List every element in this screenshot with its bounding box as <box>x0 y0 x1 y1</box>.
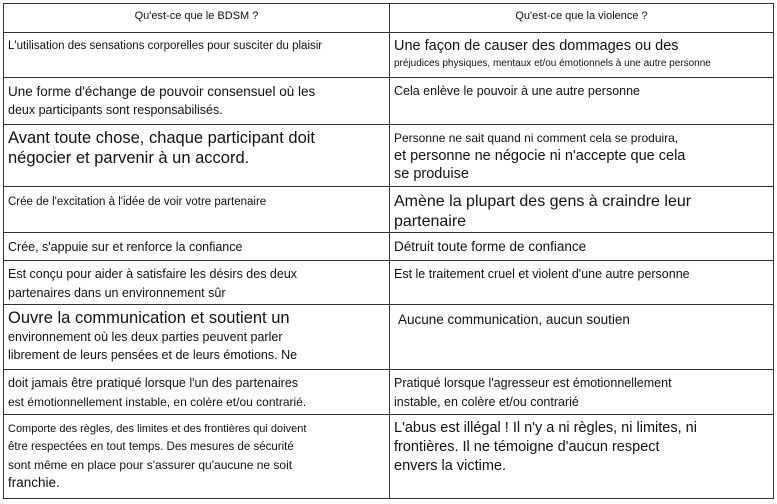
cell-text: Amène la plupart des gens à craindre leur <box>394 193 692 210</box>
cell-text: frontières. Il ne témoigne d'aucun respect <box>394 439 660 455</box>
cell-text: préjudices physiques, mentaux et/ou émotionnels à une autre personne <box>394 58 711 69</box>
cell-violence-4 <box>390 187 773 232</box>
cell-violence-9 <box>390 415 773 498</box>
cell-violence-8 <box>390 370 773 414</box>
cell-text: est émotionnellement instable, en colère et/ou contrarié. <box>8 395 307 409</box>
cell-text: Est conçu pour aider à satisfaire les désirs des deux <box>8 267 298 281</box>
cell-text: Avant toute chose, chaque participant doit <box>8 129 315 147</box>
cell-text: Crée, s'appuie sur et renforce la confiance <box>8 240 243 254</box>
cell-bdsm-6 <box>4 261 389 304</box>
cell-text: Personne ne sait quand ni comment cela se produira, <box>394 131 679 145</box>
cell-bdsm-1 <box>4 33 389 77</box>
cell-bdsm-3 <box>4 125 389 186</box>
comparison-table <box>3 3 774 499</box>
cell-text: Aucune communication, aucun soutien <box>398 312 630 327</box>
cell-violence-7 <box>390 305 773 369</box>
cell-text: instable, en colère et/ou contrarié <box>394 395 579 409</box>
cell-text: sont même en place pour s'assurer qu'aucune ne soit <box>8 458 293 472</box>
cell-violence-1 <box>390 33 773 77</box>
cell-text: Crée de l'excitation à l'idée de voir votre partenaire <box>8 196 267 208</box>
cell-text: Pratiqué lorsque l'agresseur est émotionnellement <box>394 376 672 390</box>
cell-text: deux participants sont responsabilisés. <box>8 103 223 117</box>
cell-text: Comporte des règles, des limites et des frontières qui doivent <box>8 423 307 435</box>
cell-text: Détruit toute forme de confiance <box>394 239 587 254</box>
cell-violence-3 <box>390 125 773 186</box>
cell-text: Ouvre la communication et soutient un <box>8 309 290 327</box>
cell-violence-6 <box>390 261 773 304</box>
cell-bdsm-5 <box>4 233 389 260</box>
cell-text: franchie. <box>8 475 60 490</box>
cell-text: négocier et parvenir à un accord. <box>8 149 250 167</box>
cell-text: partenaires dans un environnement sûr <box>8 286 226 300</box>
cell-text: Une forme d'échange de pouvoir consensuel où les <box>8 84 316 99</box>
cell-bdsm-4 <box>4 187 389 232</box>
cell-text: L'abus est illégal ! Il n'y a ni règles, ni limites, ni <box>394 420 697 436</box>
cell-text: Une façon de causer des dommages ou des <box>394 38 679 54</box>
cell-text: Cela enlève le pouvoir à une autre personne <box>394 84 641 98</box>
header-bdsm: Qu'est-ce que le BDSM ? <box>134 10 259 22</box>
cell-text: doit jamais être pratiqué lorsque l'un des partenaires <box>8 376 299 390</box>
cell-text: Est le traitement cruel et violent d'une autre personne <box>394 267 690 281</box>
cell-bdsm-8 <box>4 370 389 414</box>
cell-text: être respectées en tout temps. Des mesures de sécurité <box>8 441 294 453</box>
cell-text: librement de leurs pensées et de leurs émotions. Ne <box>8 348 298 362</box>
cell-violence-5 <box>390 233 773 260</box>
cell-text: se produise <box>394 166 469 182</box>
cell-text: environnement où les deux parties peuvent parler <box>8 330 283 344</box>
cell-text: partenaire <box>394 213 467 230</box>
cell-text: envers la victime. <box>394 458 507 474</box>
cell-bdsm-9 <box>4 415 389 498</box>
cell-text: et personne ne négocie ni n'accepte que cela <box>394 148 686 164</box>
cell-bdsm-2 <box>4 78 389 124</box>
cell-text: L'utilisation des sensations corporelles pour susciter du plaisir <box>8 40 323 52</box>
cell-bdsm-7 <box>4 305 389 369</box>
cell-violence-2 <box>390 78 773 124</box>
header-violence: Qu'est-ce que la violence ? <box>515 10 648 22</box>
